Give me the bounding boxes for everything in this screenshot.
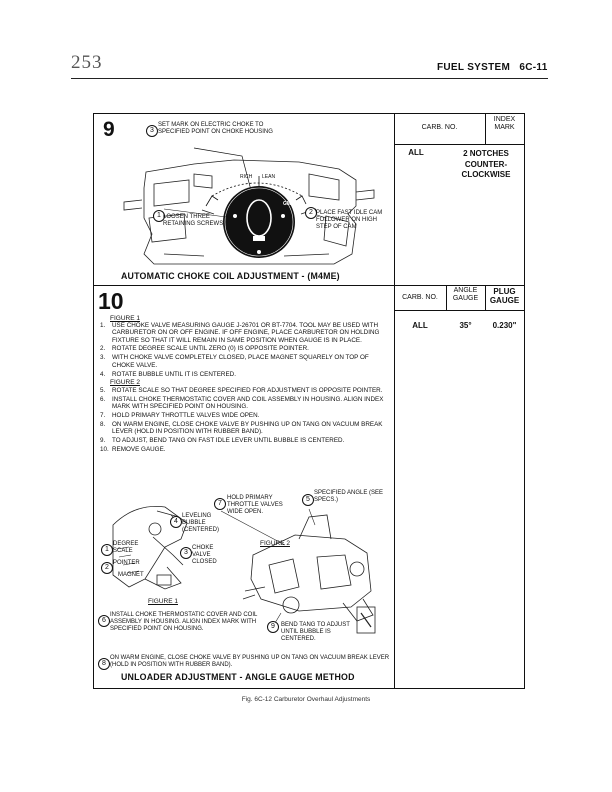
header-title: FUEL SYSTEM	[437, 62, 511, 73]
callout-9-marker: 9	[267, 615, 279, 633]
callout-5-marker: 5	[302, 488, 314, 506]
figure-1-heading: FIGURE 1	[110, 315, 140, 322]
step-number: 3.	[100, 354, 106, 362]
panel-9-number: 9	[103, 118, 115, 141]
header-section: 6C-11	[519, 62, 548, 73]
callout-1-text: LOOSEN THREE RETAINING SCREWS	[163, 214, 224, 227]
callout-7-marker: 7	[214, 492, 226, 510]
step-number: 7.	[100, 411, 106, 419]
step-number: 5.	[100, 386, 106, 394]
value-plug-gauge: 0.230"	[492, 321, 517, 330]
step-text: USE CHOKE VALVE MEASURING GAUGE J-26701 OR BT-7704. TOOL MAY BE USED WITH CARBURETOR ON OR OFF ENGINE. IF OFF ENGINE, PLACE CARBURETOR ON HOLDING FIXTURE SO THAT IT WILL REMAIN IN SAME POSITION WHEN GAUGE IS IN PLACE.	[112, 322, 380, 344]
instruction-step	[100, 396, 390, 411]
figure-2-caption: FIGURE 2	[260, 540, 290, 547]
value-carb-9: ALL	[408, 148, 424, 157]
instruction-step	[100, 354, 390, 369]
callout-8-marker: 8	[98, 652, 110, 670]
step-number: 9.	[100, 437, 106, 445]
callout-3-text: SET MARK ON ELECTRIC CHOKE TO SPECIFIED POINT ON CHOKE HOUSING	[158, 122, 273, 135]
figure-2-heading: FIGURE 2	[110, 379, 140, 386]
instruction-step	[100, 322, 390, 344]
callout-3-marker: 3	[146, 119, 158, 137]
callout-6-text: INSTALL CHOKE THERMOSTATIC COVER AND COIL ASSEMBLY IN HOUSING. ALIGN INDEX MARK WITH SPECIFIED POINT ON HOUSING.	[110, 612, 258, 632]
callout-1b-marker: 1	[101, 538, 113, 556]
instruction-step	[100, 345, 390, 352]
instruction-step	[100, 437, 390, 444]
rich-label: RICH	[240, 174, 253, 180]
instruction-list	[100, 322, 390, 455]
lean-label: LEAN	[262, 174, 276, 180]
step-number: 8.	[100, 420, 106, 428]
instruction-step	[100, 446, 390, 453]
callout-2b-marker: 2	[101, 556, 113, 574]
step-text: INSTALL CHOKE THERMOSTATIC COVER AND COIL ASSEMBLY IN HOUSING. ALIGN INDEX MARK WITH SPECIFIED POINT ON HOUSING.	[112, 395, 384, 411]
step-text: REMOVE GAUGE.	[112, 445, 166, 453]
value-index-mark: 2 NOTCHES COUNTER- CLOCKWISE	[461, 149, 511, 179]
header-plug-gauge: PLUG GAUGE	[489, 287, 520, 305]
callout-2b-text: POINTER	[113, 560, 140, 566]
instruction-step	[100, 421, 390, 436]
header-angle-gauge: ANGLE GAUGE	[452, 287, 479, 302]
running-header	[437, 62, 548, 73]
step-text: ON WARM ENGINE, CLOSE CHOKE VALVE BY PUSHING UP ON TANG ON VACUUM BREAK LEVER (HOLD IN POSITION WITH RUBBER BAND).	[112, 420, 383, 436]
step-text: ROTATE BUBBLE UNTIL IT IS CENTERED.	[112, 370, 236, 378]
callout-1b-text: DEGREE SCALE	[113, 541, 139, 554]
callout-5-text: SPECIFIED ANGLE (SEE SPECS.)	[314, 490, 384, 503]
step-text: ROTATE DEGREE SCALE UNTIL ZERO (0) IS OPPOSITE POINTER.	[112, 345, 309, 353]
callout-2-marker: 2	[305, 201, 317, 219]
gm-logo: GM	[283, 201, 292, 207]
callout-2-text: PLACE FAST IDLE CAM FOLLOWER ON HIGH STEP OF CAM	[316, 210, 383, 230]
header-rule	[71, 78, 548, 79]
callout-9-text: BEND TANG TO ADJUST UNTIL BUBBLE IS CENTERED.	[281, 622, 350, 642]
step-text: TO ADJUST, BEND TANG ON FAST IDLE LEVER UNTIL BUBBLE IS CENTERED.	[112, 437, 345, 445]
callout-6-marker: 6	[98, 609, 110, 627]
magnet-label: MAGNET	[118, 572, 144, 578]
instruction-step	[100, 371, 390, 378]
step-text: ROTATE SCALE SO THAT DEGREE SPECIFIED FOR ADJUSTMENT IS OPPOSITE POINTER.	[112, 386, 383, 394]
instruction-step	[100, 387, 390, 394]
step-number: 1.	[100, 322, 106, 329]
value-angle-gauge: 35°	[459, 321, 472, 330]
callout-7-text: HOLD PRIMARY THROTTLE VALVES WIDE OPEN.	[227, 495, 283, 515]
table-header-rule-10	[394, 310, 524, 311]
panel-9-title: AUTOMATIC CHOKE COIL ADJUSTMENT - (M4ME)	[121, 271, 340, 281]
callout-3b-text: CHOKE VALVE CLOSED	[192, 545, 217, 565]
instruction-step	[100, 412, 390, 419]
callout-4-text: LEVELING BUBBLE (CENTERED)	[182, 513, 219, 533]
value-carb-10: ALL	[412, 321, 428, 330]
page-number: 253	[71, 52, 103, 73]
callout-1-marker: 1	[153, 204, 165, 222]
step-text: HOLD PRIMARY THROTTLE VALVES WIDE OPEN.	[112, 411, 260, 419]
step-number: 4.	[100, 370, 106, 378]
step-text: WITH CHOKE VALVE COMPLETELY CLOSED, PLACE MAGNET SQUARELY ON TOP OF CHOKE VALVE.	[112, 354, 369, 369]
callout-3b-marker: 3	[180, 541, 192, 559]
header-carb-no-10: CARB. NO.	[402, 294, 438, 301]
header-index-mark: INDEX MARK	[493, 116, 516, 131]
header-carb-no-9: CARB. NO.	[421, 124, 458, 131]
figure-1-caption: FIGURE 1	[148, 598, 178, 605]
step-number: 2.	[100, 345, 106, 353]
callout-8-text: ON WARM ENGINE, CLOSE CHOKE VALVE BY PUSHING UP ON TANG ON VACUUM BREAK LEVER (HOLD IN POSITION WITH RUBBER BAND).	[110, 655, 390, 668]
step-number: 10.	[100, 445, 109, 453]
step-number: 6.	[100, 395, 106, 403]
callout-4-marker: 4	[170, 510, 182, 528]
figure-caption: Fig. 6C-12 Carburetor Overhaul Adjustments	[241, 696, 371, 703]
panel-divider	[94, 285, 524, 286]
choke-coil-illustration	[94, 114, 394, 285]
panel-10-title: UNLOADER ADJUSTMENT - ANGLE GAUGE METHOD	[121, 672, 355, 682]
table-header-rule-9	[394, 144, 524, 145]
panel-10-number: 10	[98, 288, 124, 314]
